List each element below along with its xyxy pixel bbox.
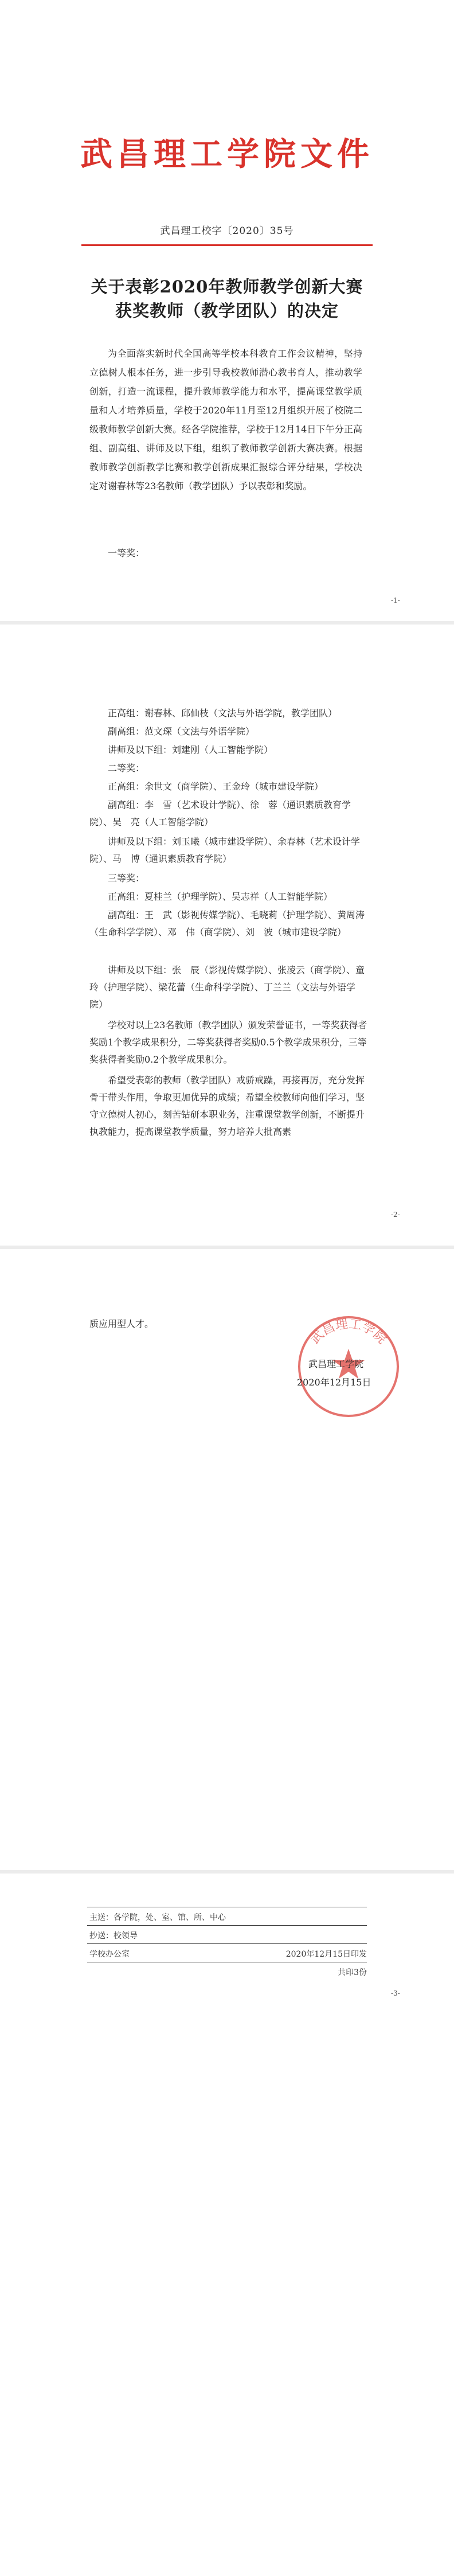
decision-title-line-1: 关于表彰2020年教师教学创新大赛 (91, 277, 363, 296)
cc-mid-rule-2 (87, 1943, 367, 1944)
signing-institution: 武昌理工学院 (308, 1359, 364, 1369)
third-prize-heading: 三等奖： (108, 873, 145, 884)
award-second-lecturer: 讲师及以下组：刘玉曦（城市建设学院）、余春林（艺术设计学院）、马 博（通识素质教育学院） (89, 836, 361, 864)
award-second-associate: 副高组：李 雪（艺术设计学院）、徐 蓉（通识素质教育学院）、吴 亮（人工智能学院） (89, 799, 351, 828)
cc-main-recipients: 主送：各学院，处、室、馆、所、中心 (89, 1913, 226, 1922)
document-page-4 (0, 1874, 454, 2576)
svg-text:武昌理工学院 (308, 1317, 389, 1346)
closing-expectation-paragraph: 希望受表彰的教师（教学团队）戒骄戒躁，再接再厉，充分发挥骨干带头作用，争取更加优异的成绩；希望全校教师向他们学习，坚守立德树人初心，刻苦钻研本职业务，注重课堂教学创新，不断提升执教能力，提高课堂教学质量，努力培养大批高素 (89, 1075, 365, 1137)
document-page-3 (0, 1249, 454, 1870)
award-second-senior: 正高组：余世文（商学院）、王金玲（城市建设学院） (108, 781, 324, 792)
print-date: 2020年12月15日印发 (285, 1950, 367, 1959)
first-prize-heading: 一等奖： (108, 548, 145, 559)
page-number: -2- (391, 1211, 400, 1219)
award-first-senior: 正高组：谢春林、邱仙枝（文法与外语学院，教学团队） (108, 708, 338, 719)
award-incentive-paragraph: 学校对以上23名教师（教学团队）颁发荣誉证书，一等奖获得者奖励1个教学成果积分，二等奖获得者奖励0.5个教学成果积分，三等奖获得者奖励0.2个教学成果积分。 (89, 1020, 367, 1065)
issuing-office: 学校办公室 (89, 1950, 130, 1959)
award-first-associate: 副高组：范文琛（文法与外语学院） (108, 726, 255, 737)
continuation-text: 质应用型人才。 (89, 1318, 154, 1329)
document-page-2 (0, 625, 454, 1246)
copies-count: 共印3份 (338, 1968, 367, 1977)
seal-text: 武昌理工学院 (308, 1317, 389, 1347)
award-third-lecturer: 讲师及以下组：张 辰（影视传媒学院）、张凌云（商学院）、童 玲（护理学院）、梁花蕾（生命科学学院）、丁兰兰（文法与外语学院） (89, 965, 374, 1010)
decision-body-paragraph: 为全面落实新时代全国高等学校本科教育工作会议精神，坚持立德树人根本任务，进一步引导我校教师潜心教书育人，推动教学创新，打造一流课程，提升教师教学能力和水平，提高课堂教学质量和人才培养质量，学校于2020年11月至12月组织开展了校院二级教师教学创新大赛。经各学院推荐，学校于12月14日下午分正高组、副高组、讲师及以下组，组织了教师教学创新大赛决赛。根据教师教学创新教学比赛和教学创新成果汇报综合评分结果，学校决定对谢春林等23名教师（教学团队）予以表彰和奖励。 (89, 348, 362, 491)
cc-mid-rule (87, 1925, 367, 1926)
document-header-title: 武昌理工学院文件 (80, 135, 374, 173)
page-number: -3- (391, 1989, 400, 1997)
red-header-rule (81, 244, 373, 246)
second-prize-heading: 二等奖： (108, 763, 145, 774)
signing-date: 2020年12月15日 (297, 1377, 371, 1388)
cc-copy-recipients: 抄送：校领导 (89, 1931, 138, 1941)
page-number: -1- (391, 596, 400, 604)
award-third-senior: 正高组：夏桂兰（护理学院）、吴志祥（人工智能学院） (108, 891, 333, 902)
decision-title-line-2: 获奖教师（教学团队）的决定 (115, 301, 339, 321)
award-third-associate: 副高组：王 武（影视传媒学院）、毛晓莉（护理学院）、黄周涛（生命科学学院）、邓 伟（商学院）、刘 波（城市建设学院） (89, 910, 365, 938)
award-first-lecturer: 讲师及以下组：刘建刚（人工智能学院） (108, 744, 273, 755)
document-page-1 (0, 0, 454, 621)
document-number: 武昌理工校字〔2020〕35号 (160, 225, 294, 237)
